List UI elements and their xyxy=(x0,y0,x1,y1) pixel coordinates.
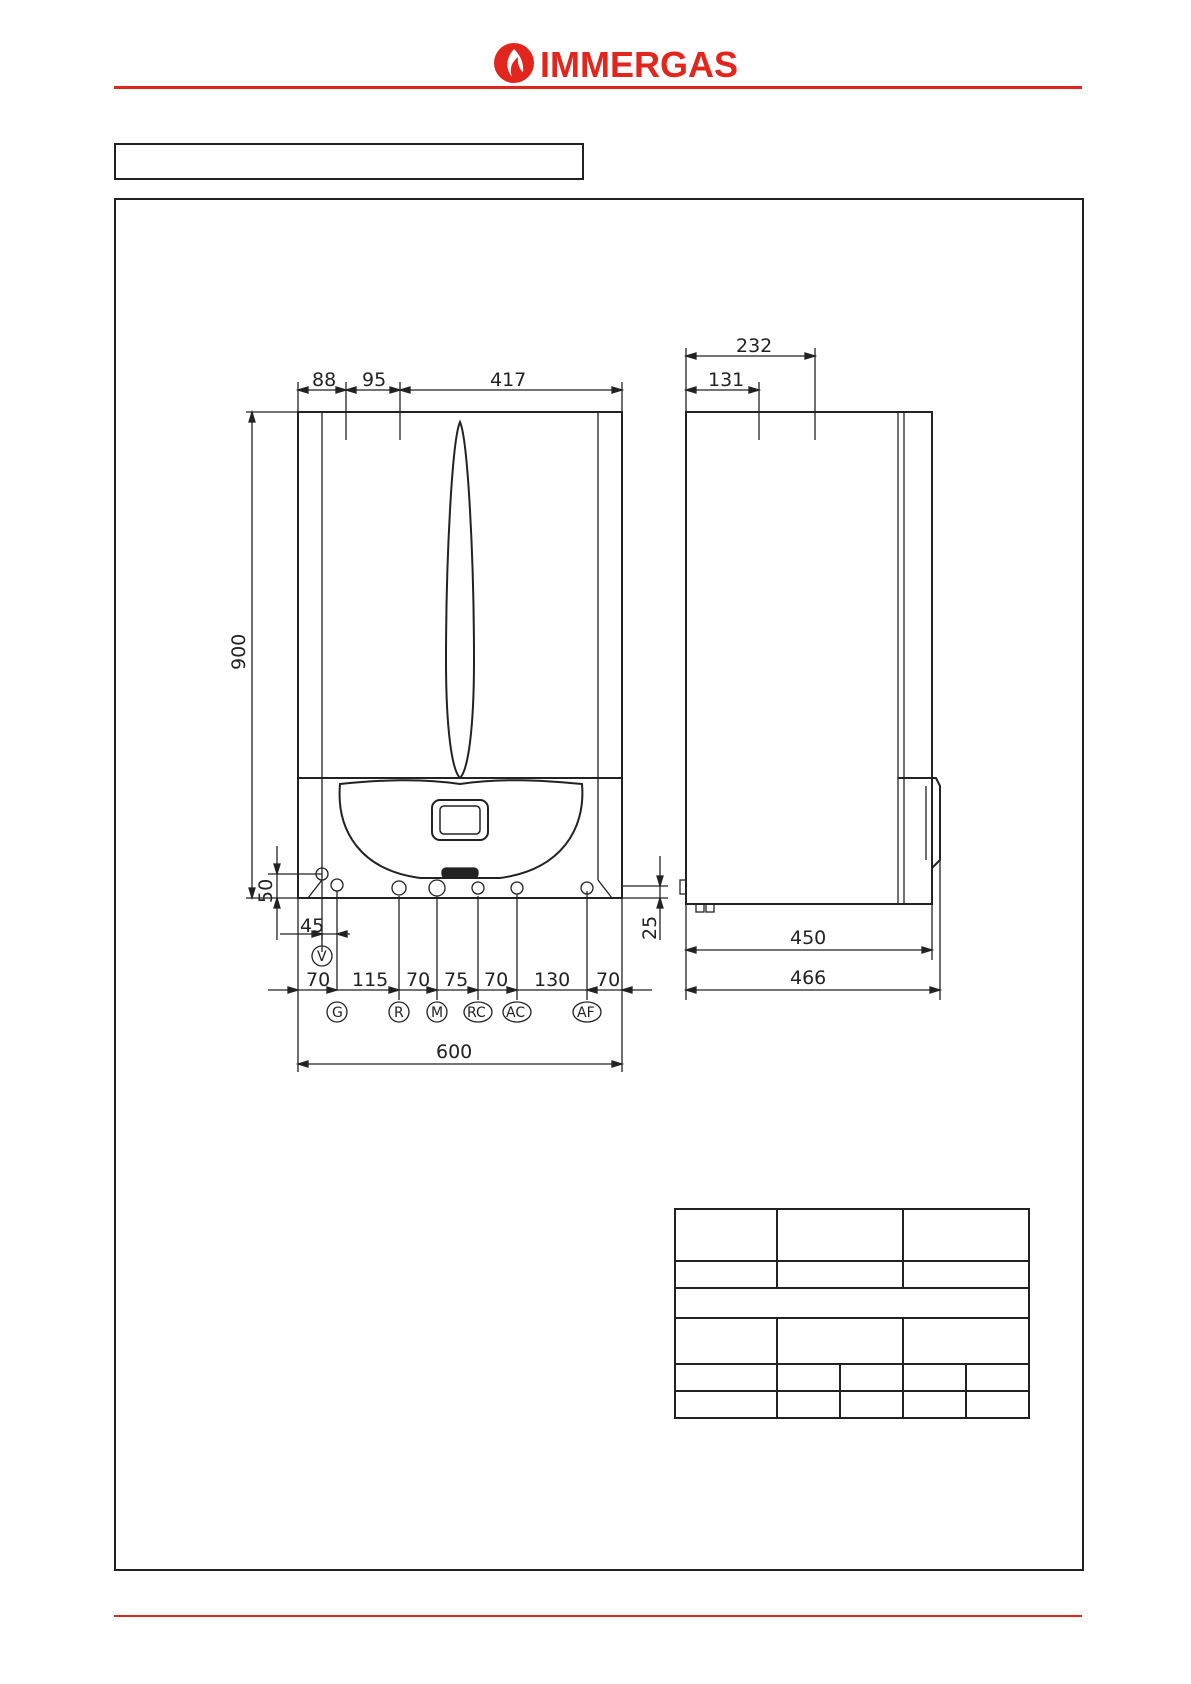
dim-side-232: 232 xyxy=(736,335,773,357)
dim-side-131: 131 xyxy=(708,369,745,391)
table-row xyxy=(675,1318,1029,1364)
dim-left-50: 50 xyxy=(255,878,277,903)
table-cell xyxy=(675,1364,777,1391)
dim-total-600: 600 xyxy=(436,1041,473,1063)
table-cell xyxy=(777,1364,840,1391)
connection-V: V xyxy=(317,949,327,965)
dim-height-900: 900 xyxy=(228,633,250,670)
table-row xyxy=(675,1391,1029,1418)
connection-AC: AC xyxy=(506,1005,526,1021)
table-cell xyxy=(903,1261,1029,1288)
dim-bottom-4: 70 xyxy=(484,969,509,991)
dim-top-417: 417 xyxy=(490,369,527,391)
connection-M: M xyxy=(431,1005,444,1021)
table-row xyxy=(675,1364,1029,1391)
control-panel xyxy=(340,780,583,878)
table-cell xyxy=(840,1391,903,1418)
table-cell xyxy=(903,1364,966,1391)
table-cell xyxy=(777,1318,903,1364)
table-cell xyxy=(675,1288,1029,1318)
brand-plate xyxy=(442,868,478,878)
dim-offset-45: 45 xyxy=(300,915,325,937)
table-cell xyxy=(675,1318,777,1364)
side-view xyxy=(680,348,940,1000)
table-cell xyxy=(903,1209,1029,1261)
table-cell xyxy=(675,1261,777,1288)
dim-bottom-1: 115 xyxy=(352,969,389,991)
dim-bottom-6: 70 xyxy=(596,969,621,991)
dim-bottom-2: 70 xyxy=(406,969,431,991)
table-cell xyxy=(840,1364,903,1391)
table-cell xyxy=(903,1391,966,1418)
table-cell xyxy=(903,1318,1029,1364)
table-cell xyxy=(675,1209,777,1261)
connection-G: G xyxy=(332,1005,343,1021)
footer-rule xyxy=(114,1615,1082,1617)
connection-R: R xyxy=(394,1005,404,1021)
connection-AF: AF xyxy=(577,1005,595,1021)
dim-top-88: 88 xyxy=(312,369,337,391)
table-cell xyxy=(777,1391,840,1418)
connection-RC: RC xyxy=(467,1005,486,1021)
table-row xyxy=(675,1261,1029,1288)
table-cell xyxy=(777,1261,903,1288)
table-cell xyxy=(966,1364,1029,1391)
dim-bottom-0: 70 xyxy=(306,969,331,991)
front-casing xyxy=(298,412,622,898)
dim-depth-466: 466 xyxy=(790,967,827,989)
dim-depth-450: 450 xyxy=(790,927,827,949)
side-casing xyxy=(686,412,932,904)
table-row xyxy=(675,1288,1029,1318)
door-slot xyxy=(446,422,474,778)
table-cell xyxy=(777,1209,903,1261)
connection-table xyxy=(674,1208,1030,1419)
dim-bottom-5: 130 xyxy=(534,969,571,991)
dim-right-25: 25 xyxy=(639,915,661,940)
dim-bottom-3: 75 xyxy=(444,969,469,991)
table-cell xyxy=(966,1391,1029,1418)
table-row xyxy=(675,1209,1029,1261)
table-cell xyxy=(675,1391,777,1418)
dim-top-95: 95 xyxy=(362,369,387,391)
brand-name: IMMERGAS xyxy=(540,44,738,85)
display-screen xyxy=(440,806,480,834)
